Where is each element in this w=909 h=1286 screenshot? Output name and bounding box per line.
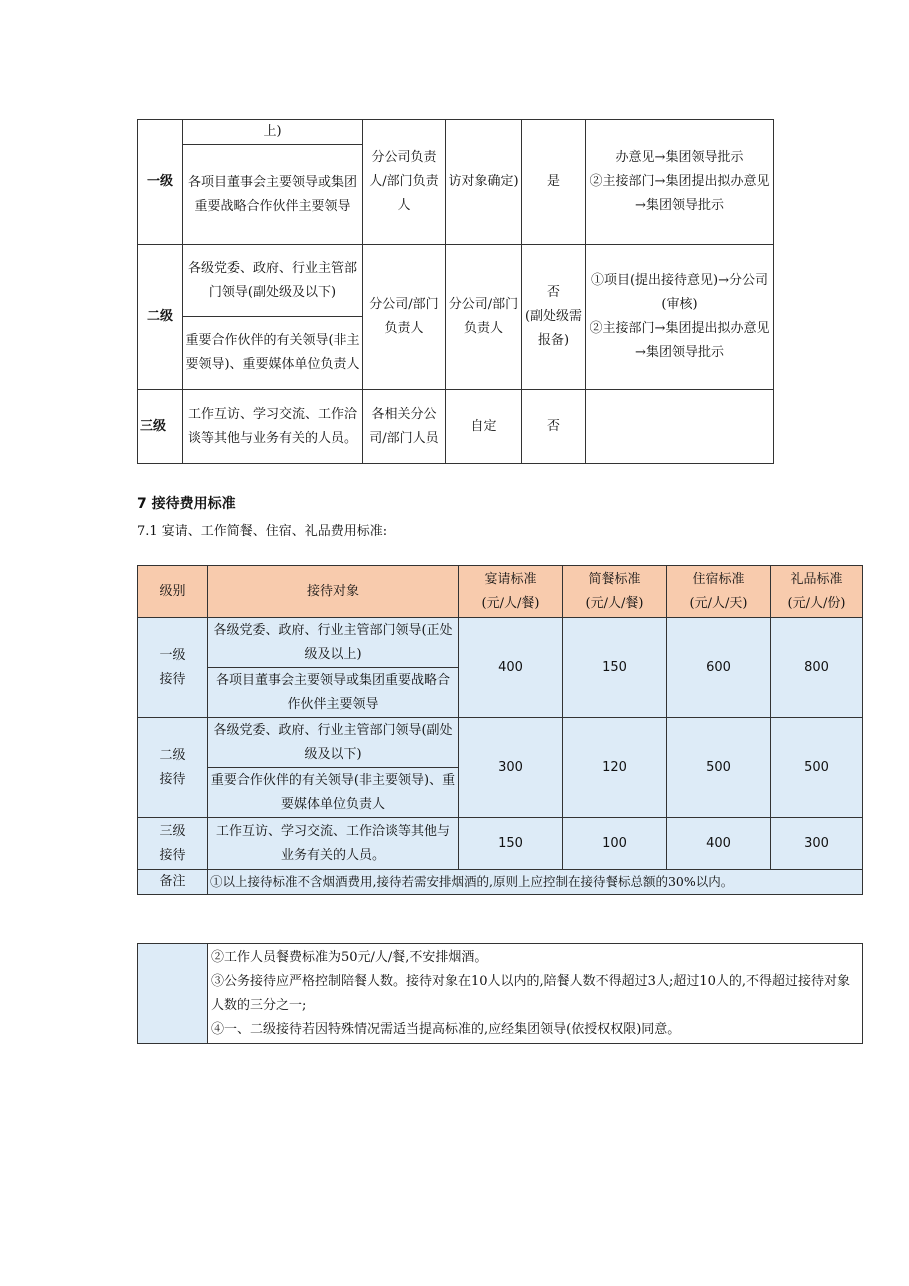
header-banquet: 宴请标准 (元/人/餐): [459, 566, 563, 618]
cost-level-2-meal: 120: [563, 718, 667, 818]
level-1-responsible: 分公司负责人/部门负责人: [363, 120, 446, 245]
header-lodging: 住宿标准 (元/人/天): [667, 566, 771, 618]
level-3-responsible: 各相关分公司/部门人员: [363, 390, 446, 464]
cost-level-2-object-a: 各级党委、政府、行业主管部门领导(副处级及以下): [208, 718, 459, 768]
cost-level-2-object-b: 重要合作伙伴的有关领导(非主要领导)、重要媒体单位负责人: [208, 768, 459, 818]
cost-level-1: 一级 接待: [138, 618, 208, 718]
cost-level-3: 三级 接待: [138, 818, 208, 870]
level-3-label: 三级: [138, 390, 183, 464]
note-1: ①以上接待标准不含烟酒费用,接待若需安排烟酒的,原则上应控制在接待餐标总额的30%以内。: [208, 870, 863, 895]
level-1-object-b: 各项目董事会主要领导或集团重要战略合作伙伴主要领导: [183, 145, 363, 245]
cost-standard-table: [137, 565, 863, 895]
section-subheading: 7.1 宴请、工作简餐、住宿、礼品费用标准:: [137, 524, 388, 539]
cost-level-1-object-a: 各级党委、政府、行业主管部门领导(正处级及以上): [208, 618, 459, 668]
level-3-accompany: 自定: [446, 390, 522, 464]
level-1-object-a: 上): [183, 120, 363, 145]
level-2-object-a: 各级党委、政府、行业主管部门领导(副处级及以下): [183, 245, 363, 317]
level-2-accompany: 分公司/部门负责人: [446, 245, 522, 390]
cost-level-1-lodging: 600: [667, 618, 771, 718]
level-2-process: ①项目(提出接待意见)→分公司(审核) ②主接部门→集团提出拟办意见→集团领导批示: [586, 245, 774, 390]
notes-cell: [208, 944, 863, 1044]
level-2-responsible: 分公司/部门负责人: [363, 245, 446, 390]
level-3-process: [586, 390, 774, 464]
cost-level-3-lodging: 400: [667, 818, 771, 870]
header-meal: 简餐标准 (元/人/餐): [563, 566, 667, 618]
header-level: 级别: [138, 566, 208, 618]
level-3-report: 否: [522, 390, 586, 464]
level-2-report: 否 (副处级需报备): [522, 245, 586, 390]
level-1-label: 一级: [138, 120, 183, 245]
cost-level-1-object-b: 各项目董事会主要领导或集团重要战略合作伙伴主要领导: [208, 668, 459, 718]
level-2-object-b: 重要合作伙伴的有关领导(非主要领导)、重要媒体单位负责人: [183, 317, 363, 390]
cost-level-2-gift: 500: [771, 718, 863, 818]
cost-level-3-gift: 300: [771, 818, 863, 870]
section-heading: 7 接待费用标准: [137, 496, 236, 512]
cost-level-3-banquet: 150: [459, 818, 563, 870]
level-1-accompany: 访对象确定): [446, 120, 522, 245]
cost-level-2: 二级 接待: [138, 718, 208, 818]
cost-level-1-meal: 150: [563, 618, 667, 718]
level-1-report: 是: [522, 120, 586, 245]
cost-level-3-meal: 100: [563, 818, 667, 870]
cost-level-1-gift: 800: [771, 618, 863, 718]
note-3: ③公务接待应严格控制陪餐人数。接待对象在10人以内的,陪餐人数不得超过3人;超过10人的,不得超过接待对象人数的三分之一;: [211, 973, 851, 1013]
level-2-label: 二级: [138, 245, 183, 390]
cost-level-2-banquet: 300: [459, 718, 563, 818]
level-1-process: 办意见→集团领导批示 ②主接部门→集团提出拟办意见→集团领导批示: [586, 120, 774, 245]
cost-level-2-lodging: 500: [667, 718, 771, 818]
cost-level-3-object: 工作互访、学习交流、工作洽谈等其他与业务有关的人员。: [208, 818, 459, 870]
notes-label-cell: [138, 944, 208, 1044]
note-2: ②工作人员餐费标准为50元/人/餐,不安排烟酒。: [211, 949, 488, 965]
header-row: [138, 566, 863, 618]
notes-continued-table: [137, 943, 863, 1044]
note-4: ④一、二级接待若因特殊情况需适当提高标准的,应经集团领导(依授权权限)同意。: [211, 1021, 681, 1037]
header-gift: 礼品标准 (元/人/份): [771, 566, 863, 618]
level-3-object: 工作互访、学习交流、工作洽谈等其他与业务有关的人员。: [183, 390, 363, 464]
header-object: 接待对象: [208, 566, 459, 618]
reception-level-table: [137, 119, 774, 464]
note-label: 备注: [138, 870, 208, 895]
cost-level-1-banquet: 400: [459, 618, 563, 718]
